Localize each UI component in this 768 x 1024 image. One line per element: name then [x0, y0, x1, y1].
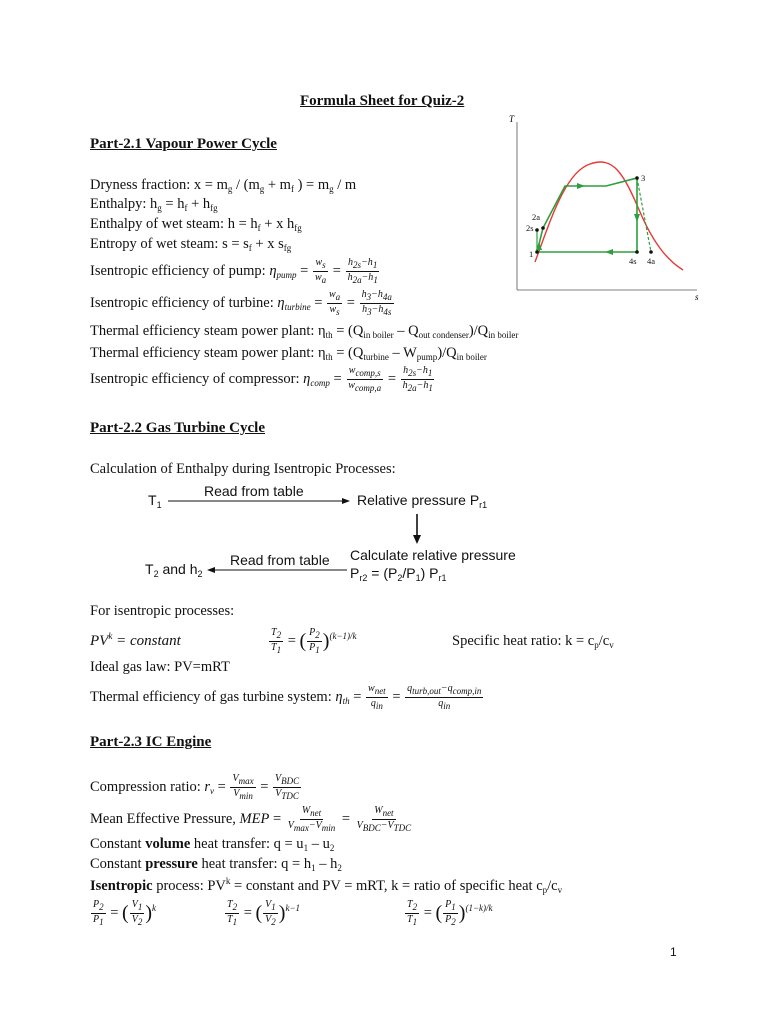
temp-ratio-formula: $\frac{T_2}{T_1}$ = ( $\frac{P_2}{P_1}$ )$^{(k-1)/k}$: [271, 627, 357, 655]
flow-read-table-2: Read from table: [230, 552, 330, 568]
specific-heat-ratio: Specific heat ratio: $k = c_p/c_v$: [452, 633, 614, 650]
constant-volume-formula: Constant volume heat transfer: $q = u_1 - u_2$: [90, 836, 335, 853]
ts-axis-label-t: T: [509, 114, 515, 124]
ts-axis-label-s: s: [695, 292, 699, 302]
ts-label-2s: 2s: [526, 223, 534, 233]
thermal-efficiency-2: Thermal efficiency steam power plant: $\eta_{th} = (Q_{turbine} - W_{pump})/Q_{in boiler}$: [90, 345, 487, 362]
compression-ratio-formula: Compression ratio: $r_v$ = $\frac{V_{max}}{V_{min}}$ = $\frac{V_{BDC}}{V_{TDC}}$: [90, 773, 300, 801]
isentropic-process-formula: Isentropic process: $PV^k$ = constant and PV = mRT, k = ratio of specific heat $c_p/c_v$: [90, 876, 563, 895]
arrow-boiler: [577, 183, 585, 189]
thermal-efficiency-1: Thermal efficiency steam power plant: $\eta_{th} = (Q_{in boiler} - Q_{out condenser})/Q_{in boiler}$: [90, 323, 519, 340]
page-number: 1: [670, 945, 677, 959]
pv-constant-formula: $PV^k$ = constant: [90, 631, 181, 649]
flow-t1: $T_1$: [148, 492, 162, 510]
flow-arrow-left: [207, 565, 347, 575]
pump-efficiency-formula: Isentropic efficiency of pump: $\eta_{pump}$ = $\frac{w_s}{w_a}$ = $\frac{h_{2s}-h_1}{h_{2a}-h_1}$: [90, 257, 378, 285]
ts-point-2a: [541, 226, 545, 230]
arrow-condenser: [605, 249, 613, 255]
pressure-volume-ratio: $\frac{P_2}{P_1}$ = ( $\frac{V_1}{V_2}$ )$^k$: [93, 899, 156, 927]
temperature-volume-ratio: $\frac{T_2}{T_1}$ = ( $\frac{V_1}{V_2}$ )$^{k-1}$: [227, 899, 301, 927]
ts-point-2s: [535, 228, 539, 232]
ts-label-4s: 4s: [629, 256, 637, 266]
flow-t2h2: $T_2$ and $h_2$: [145, 561, 203, 579]
constant-pressure-formula: Constant pressure heat transfer: $q = h_1 - h_2$: [90, 856, 342, 873]
ts-label-3: 3: [641, 173, 646, 183]
gas-thermal-efficiency: Thermal efficiency of gas turbine system: $\eta_{th}$ = $\frac{w_{net}}{q_{in}}$ = $\frac{q_{turb,out}-q_{comp,in}}{q_{in}}$: [90, 683, 482, 711]
ts-label-2a: 2a: [532, 212, 541, 222]
ts-diagram: [505, 112, 705, 302]
flow-arrow-right: [168, 496, 350, 506]
isentropic-processes-label: For isentropic processes:: [90, 603, 235, 619]
compressor-efficiency-formula: Isentropic efficiency of compressor: $\eta_{comp}$ = $\frac{w_{comp,s}}{w_{comp,a}}$ = $\frac{h_{2s}-h_1}{h_{2a}-h_1}$: [90, 365, 433, 393]
ts-label-1: 1: [529, 249, 534, 259]
ts-point-4a: [649, 250, 653, 254]
section-heading-vapour: Part-2.1 Vapour Power Cycle: [90, 136, 277, 152]
section-heading-ic: Part-2.3 IC Engine: [90, 734, 212, 750]
ideal-gas-law: Ideal gas law: PV=mRT: [90, 659, 230, 675]
flow-calculate: Calculate relative pressure: [350, 547, 516, 563]
flow-pr2: $P_{r2} = (P_2/P_1)$ $P_{r1}$: [350, 565, 447, 583]
temperature-pressure-ratio: $\frac{T_2}{T_1}$ = ( $\frac{P_1}{P_2}$ )$^{(1-k)/k}$: [407, 899, 493, 927]
ts-point-4s: [635, 250, 639, 254]
flow-relative-pressure: Relative pressure $P_{r1}$: [357, 492, 488, 510]
section-heading-gas: Part-2.2 Gas Turbine Cycle: [90, 420, 265, 436]
calc-enthalpy-label: Calculation of Enthalpy during Isentropic Processes:: [90, 461, 396, 477]
mep-formula: Mean Effective Pressure, MEP = $\frac{W_{net}}{V_{max}-V_{min}}$ = $\frac{W_{net}}{V_{BDC}-V_{TDC}}$: [90, 805, 412, 833]
flow-arrow-down: [411, 514, 423, 544]
enthalpy-formula: Enthalpy: $h_g = h_f + h_{fg}$: [90, 196, 218, 213]
dryness-formula: Dryness fraction: $x = m_g / (m_g + m_f$ ) = $m_g$ / m: [90, 177, 357, 194]
saturation-dome: [535, 162, 683, 270]
turbine-efficiency-formula: Isentropic efficiency of turbine: $\eta_{turbine}$ = $\frac{w_a}{w_s}$ = $\frac{h_3-h_{4a}}{h_3-h_{4s}}$: [90, 289, 392, 317]
ts-point-1: [535, 250, 539, 254]
ts-label-4a: 4a: [647, 256, 656, 266]
wet-entropy-formula: Entropy of wet steam: $s = s_f + x$ $s_{fg}$: [90, 236, 292, 253]
ts-point-3: [635, 176, 639, 180]
flow-read-table-1: Read from table: [204, 483, 304, 499]
page-title: Formula Sheet for Quiz-2: [300, 93, 465, 109]
wet-enthalpy-formula: Enthalpy of wet steam: $h = h_f + x$ $h_{fg}$: [90, 216, 302, 233]
arrow-turbine: [634, 214, 640, 222]
